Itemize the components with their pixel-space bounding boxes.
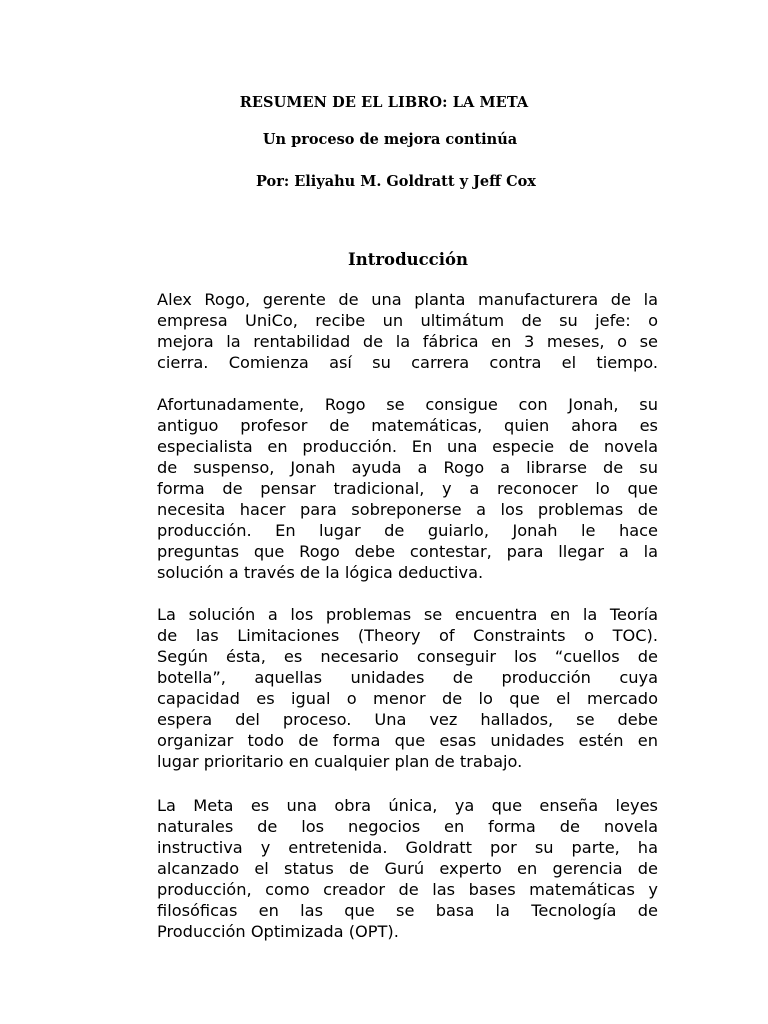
paragraph-line: producción, como creador de las bases matemáticas y (157, 880, 658, 899)
paragraph-line: de suspenso, Jonah ayuda a Rogo a librarse de su (157, 458, 658, 477)
paragraph-line: necesita hacer para sobreponerse a los problemas de (157, 500, 658, 519)
paragraph-line: naturales de los negocios en forma de novela (157, 817, 658, 836)
paragraph-line: cierra. Comienza así su carrera contra el tiempo. (157, 353, 658, 372)
paragraph-line: solución a través de la lógica deductiva. (157, 563, 484, 582)
paragraph-line: capacidad es igual o menor de lo que el mercado (157, 689, 658, 708)
paragraph-line: instructiva y entretenida. Goldratt por su parte, ha (157, 838, 658, 857)
paragraph-line: organizar todo de forma que esas unidades estén en (157, 731, 658, 750)
section-heading: Introducción (348, 250, 468, 269)
paragraph (157, 289, 658, 373)
document-title: RESUMEN DE EL LIBRO: LA META (239, 94, 529, 111)
paragraph-line: filosóficas en las que se basa la Tecnología de (157, 901, 658, 920)
paragraph-line: producción. En lugar de guiarlo, Jonah le hace (157, 521, 658, 540)
paragraph-line: preguntas que Rogo debe contestar, para llegar a la (157, 542, 658, 561)
paragraph (157, 394, 658, 583)
paragraph-line: Producción Optimizada (OPT). (157, 922, 399, 941)
paragraph-line: La Meta es una obra única, ya que enseña leyes (157, 796, 658, 815)
paragraph-line: especialista en producción. En una especie de novela (157, 437, 658, 456)
paragraph-line: espera del proceso. Una vez hallados, se debe (157, 710, 658, 729)
paragraph (157, 604, 658, 772)
document-subtitle: Un proceso de mejora continúa (262, 131, 518, 148)
paragraph-line: antiguo profesor de matemáticas, quien ahora es (157, 416, 658, 435)
paragraph-line: empresa UniCo, recibe un ultimátum de su jefe: o (157, 311, 658, 330)
paragraph-line: Afortunadamente, Rogo se consigue con Jonah, su (157, 395, 658, 414)
paragraph-line: forma de pensar tradicional, y a reconocer lo que (157, 479, 658, 498)
paragraph-line: alcanzado el status de Gurú experto en gerencia de (157, 859, 658, 878)
paragraph-line: mejora la rentabilidad de la fábrica en 3 meses, o se (157, 332, 658, 351)
paragraph-line: de las Limitaciones (Theory of Constraints o TOC). (157, 626, 658, 645)
paragraph-line: Según ésta, es necesario conseguir los “cuellos de (157, 647, 658, 666)
paragraph-line: botella”, aquellas unidades de producción cuya (157, 668, 658, 687)
paragraph-line: La solución a los problemas se encuentra en la Teoría (157, 605, 658, 624)
paragraph-line: lugar prioritario en cualquier plan de trabajo. (157, 752, 523, 771)
paragraph-line: Alex Rogo, gerente de una planta manufacturera de la (157, 290, 658, 309)
paragraph (157, 795, 658, 942)
document-authors: Por: Eliyahu M. Goldratt y Jeff Cox (256, 173, 536, 190)
